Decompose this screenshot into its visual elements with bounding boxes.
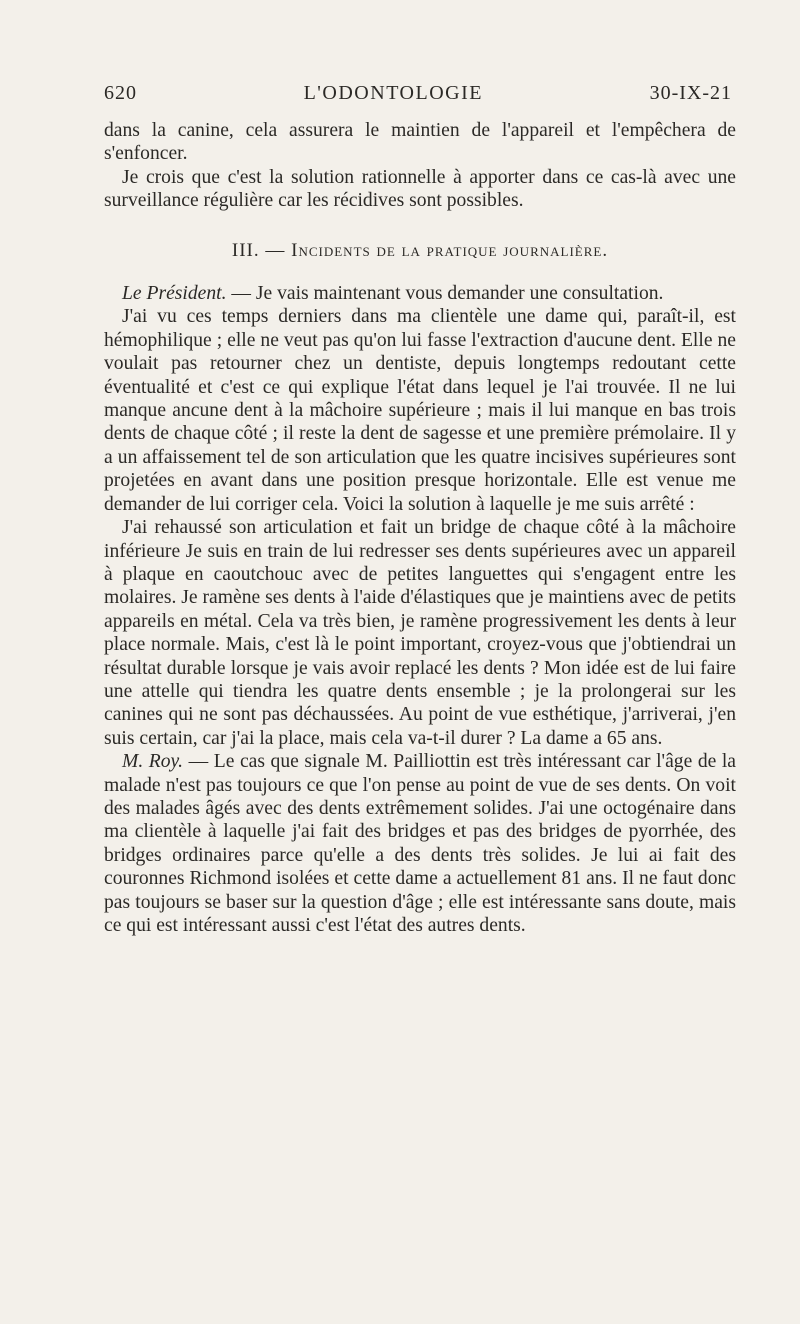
roy-text: — Le cas que signale M. Pailliottin est très intéressant car l'âge de la malade n'est pas toujours ce que l'on pense au point de vue de ses dents. On voit des malades âgés avec des dents extrêmement solides. J'ai une octogénaire dans ma clientèle à laquelle j'ai fait des bridges et pas des bridges de pyorrhée, des bridges ordinaires parce qu'elle a des dents très solides. Je lui ai fait des couronnes Richmond isolées et cette dame a actuellement 81 ans. Il ne faut donc pas toujours se baser sur la question d'âge ; elle est intéressante sans doute, mais ce qui est intéressant aussi c'est l'état des autres dents.: [104, 751, 736, 936]
running-header: [104, 82, 736, 105]
intro-continuation: dans la canine, cela assurera le maintien de l'appareil et l'empêchera de s'enfoncer.: [104, 120, 736, 165]
president-lead-text: — Je vais maintenant vous demander une consultation.: [226, 283, 664, 305]
president-paragraph-2: J'ai rehaussé son articulation et fait un bridge de chaque côté à la mâchoire inférieure Je suis en train de lui redresser ses dents supérieures avec un appareil à plaque en caoutchouc avec de petites languettes qui s'engagent entre les molaires. Je ramène ses dents à l'aide d'élastiques que je maintiens avec de petits appareils en métal. Cela va très bien, je ramène progressivement les dents à leur place normale. Mais, c'est là le point important, croyez-vous que j'obtiendrai un résultat durable lorsque je vais avoir replacé les dents ? Mon idée est de lui faire une attelle qui tiendra les quatre dents ensemble ; je la prolongerai sur les canines qui ne sont pas déchaussées. Au point de vue esthétique, j'arriverai, j'en suis certain, car j'ai la place, mais cela va-t-il durer ? La dame a 65 ans.: [104, 517, 736, 749]
intro-paragraph: Je crois que c'est la solution rationnelle à apporter dans ce cas-là avec une surveillance régulière car les récidives sont possibles.: [104, 166, 736, 212]
page-number: 620: [104, 82, 137, 104]
journal-title: L'ODONTOLOGIE: [303, 82, 483, 104]
president-lead: [104, 282, 736, 305]
roy-paragraph: [104, 750, 736, 937]
section-title: III. — Incidents de la pratique journalière.: [231, 239, 609, 261]
speaker-president: Le Président.: [122, 283, 227, 305]
speaker-roy: M. Roy.: [122, 751, 184, 773]
body-text: [104, 119, 736, 937]
issue-date: 30-IX-21: [649, 82, 732, 104]
president-paragraph-1: J'ai vu ces temps derniers dans ma clientèle une dame qui, paraît-il, est hémophilique ; elle ne veut pas qu'on lui fasse l'extraction d'aucune dent. Elle ne voulait pas retourner chez un dentiste, depuis longtemps redoutant cette éventualité et c'est ce qui explique l'état dans lequel je l'ai trouvée. Il ne lui manque ancune dent à la mâchoire supérieure ; mais il lui manque en bas trois dents de chaque côté ; il reste la dent de sagesse et une première prémolaire. Il y a un affaissement tel de son articulation que les quatre incisives supérieures sont projetées en avant dans une position presque horizontale. Elle est venue me demander de lui corriger cela. Voici la solution à laquelle je me suis arrêté :: [104, 306, 736, 515]
